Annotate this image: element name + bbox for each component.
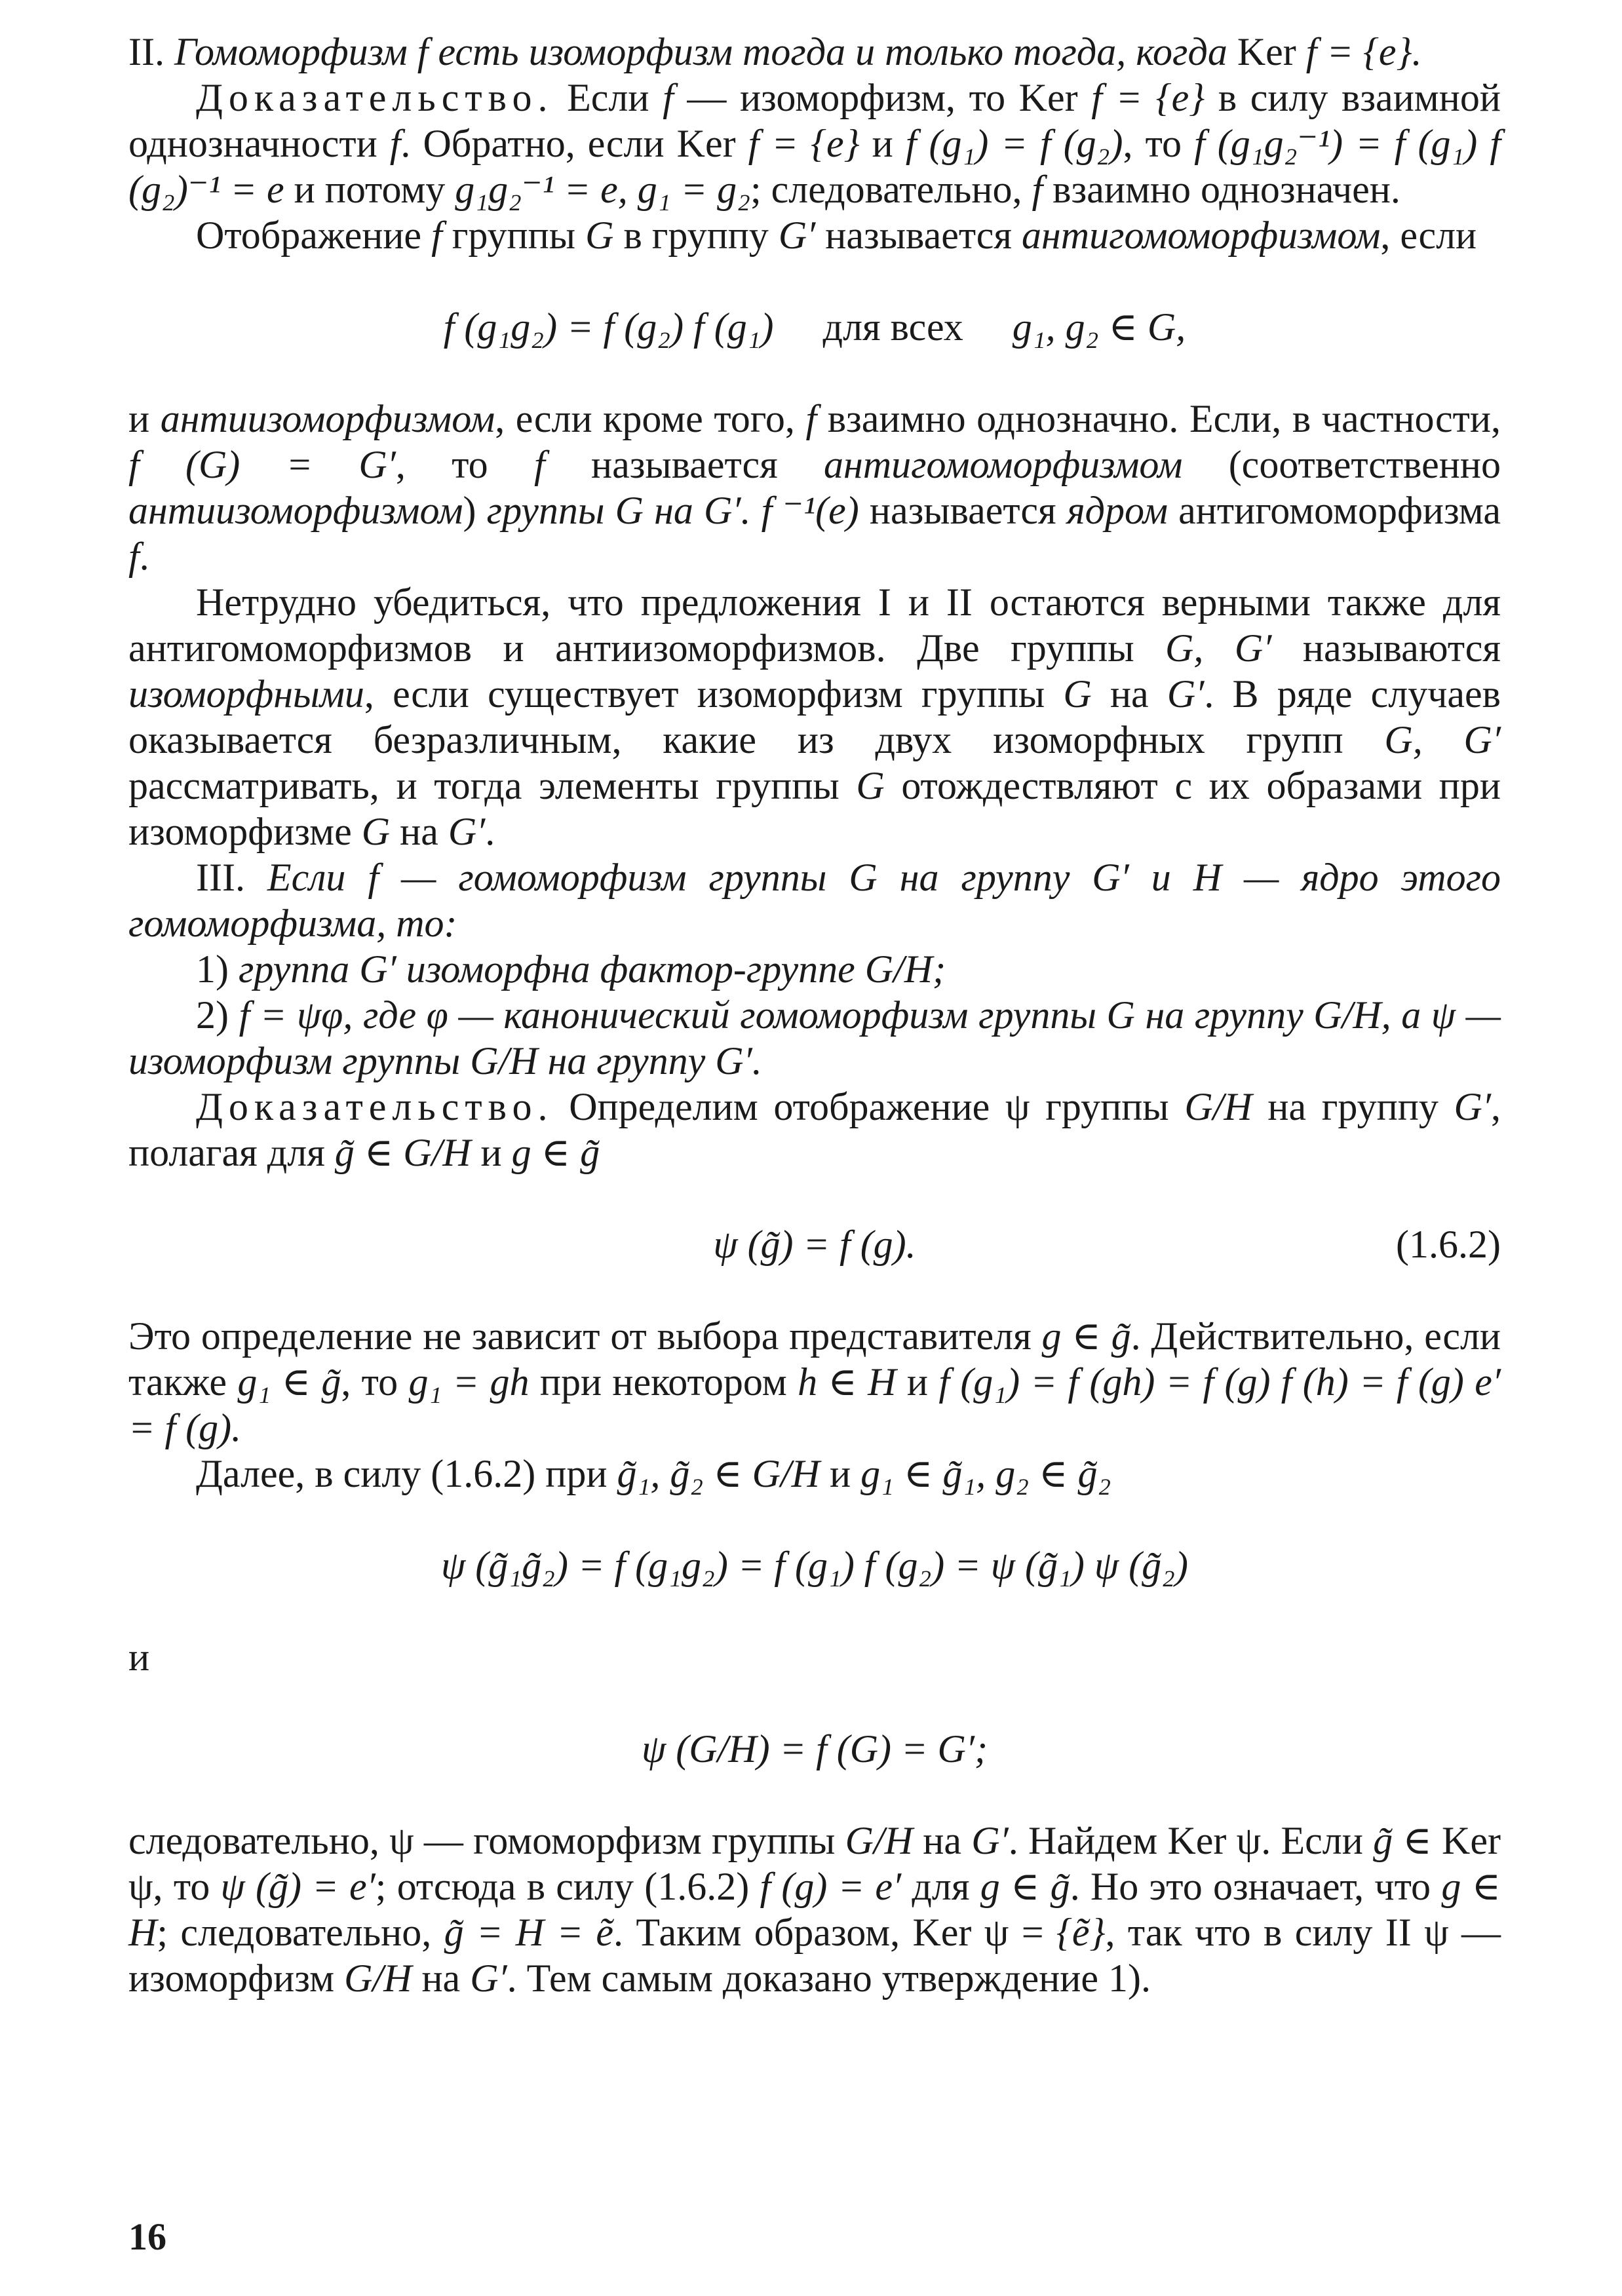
text-run: f = {e} (735, 122, 872, 165)
paragraph (128, 1313, 1501, 1451)
display-formula (128, 1726, 1501, 1772)
text-run: . (485, 810, 495, 853)
text-run: f = ψφ, где φ — канонический гомоморфизм группы G на группу G/H, а ψ — изоморфизм группы G/H на группу G′. (128, 993, 1501, 1082)
text-run: g ∈ g̃ (1041, 1314, 1131, 1358)
numbered-formula (128, 1221, 1501, 1267)
text-run: Отображение (196, 214, 432, 257)
text-run: ψ (g̃₁g̃₂) = f (g₁g₂) = f (g₁) f (g₂) = ψ (g̃₁) ψ (g̃₂) (441, 1544, 1188, 1587)
paragraph (128, 854, 1501, 946)
text-run: в силу взаимной однозначности (128, 76, 1501, 165)
paragraph (128, 29, 1501, 75)
text-run: и (819, 1452, 861, 1495)
text-run: f (g₁) = f (gh) = f (g) f (h) = f (g) e′ = f (g). (128, 1360, 1501, 1449)
text-run: ) (463, 489, 487, 532)
text-run: взаимно однозначен. (1043, 168, 1400, 211)
text-run: антигомоморфизмом (1022, 214, 1381, 257)
text-run: Определим отображение ψ группы (553, 1085, 1185, 1128)
text-run: h ∈ H (798, 1360, 897, 1404)
paragraph (128, 1451, 1501, 1497)
text-run: f (g₁g₂) = f (g₂) f (g₁) (443, 305, 774, 349)
text-run: группы G на G′. f ⁻¹(e) (486, 489, 859, 532)
paragraph (128, 1818, 1501, 2001)
text-run: называются (1271, 626, 1501, 670)
text-run: при некотором (529, 1360, 798, 1404)
text-run: f (533, 443, 545, 486)
paragraph (128, 946, 1501, 992)
text-run: называется (815, 214, 1022, 257)
text-run: антиизоморфизмом (128, 489, 463, 532)
text-run: f (g) = e′ (760, 1865, 902, 1908)
text-run: f (128, 535, 140, 578)
text-run: , если кроме того, (495, 397, 806, 440)
text-run: g ∈ g̃ (511, 1131, 600, 1174)
text-run: . Найдем Ker ψ. Если (1008, 1819, 1374, 1862)
text-run: ψ (g̃) = e′ (220, 1865, 376, 1908)
text-run: Ker ψ, то (128, 1819, 1501, 1908)
text-run: на группу (1252, 1085, 1454, 1128)
text-run: для всех (773, 305, 1013, 349)
text-run: f (g₁) = f (g₂) (905, 122, 1123, 165)
text-run: G′ (448, 810, 486, 853)
text-run: G (1063, 672, 1092, 716)
text-run: изоморфными (128, 672, 364, 716)
text-run: Это определение не зависит от выбора представителя (128, 1314, 1042, 1358)
text-run: следовательно, ψ — гомоморфизм группы (128, 1819, 845, 1862)
display-formula (128, 304, 1501, 350)
text-run: 1) (196, 947, 239, 991)
conjunction (128, 1634, 1501, 1680)
text-run: называется (545, 443, 824, 486)
text-run: g̃ = H = ẽ (444, 1911, 613, 1954)
text-run: ; следовательно, (157, 1911, 444, 1954)
text-run: G, G′ (1165, 626, 1272, 670)
text-run: f (G) = G′ (128, 443, 396, 486)
text-run: для (901, 1865, 980, 1908)
text-run: ядром (1066, 489, 1168, 532)
text-run: и (872, 122, 906, 165)
text-run: и потому (284, 168, 455, 211)
text-run: g₁ ∈ g̃ (237, 1360, 341, 1404)
text-run: f (389, 122, 401, 165)
text-run: f (1032, 168, 1043, 211)
paragraph (128, 396, 1501, 579)
text-run: Далее, в силу (1.6.2) при (196, 1452, 617, 1495)
text-run: . Тем самым доказано утверждение 1). (507, 1957, 1151, 2000)
text-run: g̃ ∈ G/H (334, 1131, 471, 1174)
text-run: G (856, 764, 885, 807)
text-run: , то (1123, 122, 1195, 165)
text-run: f (805, 397, 817, 440)
text-run: , если существует изоморфизм группы (364, 672, 1064, 716)
text-run: . В ряде случаев оказывается безразличным, какие из двух изоморфных групп (128, 672, 1501, 761)
text-run: Если f — гомоморфизм группы G на группу G′ и H — ядро этого гомоморфизма, то: (128, 856, 1501, 945)
text-run: . Обратно, если Ker (400, 122, 736, 165)
text-run: (соответственно (1182, 443, 1501, 486)
text-run: III. (196, 856, 267, 899)
text-run: 2) (196, 993, 239, 1037)
text-run: ψ (g̃) = f (g). (713, 1223, 916, 1266)
text-run: и (128, 1636, 150, 1679)
text-run: , если (1380, 214, 1477, 257)
text-run: Доказательство. (196, 76, 554, 119)
text-run: на (912, 1819, 972, 1862)
text-run: на (1091, 672, 1167, 716)
text-run: Ker (1237, 30, 1296, 73)
text-run: . Таким образом, Ker ψ = (613, 1911, 1056, 1954)
text-run: f (g₁g₂⁻¹) = f (g₁) f (g₂)⁻¹ = e (128, 122, 1501, 211)
text-run: G (361, 810, 391, 853)
text-run: и (896, 1360, 939, 1404)
text-run: группы (442, 214, 586, 257)
paragraph (128, 579, 1501, 854)
display-formula (128, 1542, 1501, 1588)
text-run: G/H (845, 1819, 913, 1862)
text-run: f = {e}. (1296, 30, 1422, 73)
text-run: взаимно однозначно. Если, в частности, (817, 397, 1501, 440)
text-run: {ẽ} (1056, 1911, 1106, 1954)
page-number: 16 (128, 2215, 166, 2258)
text-run: Нетрудно убедиться, что предложения I и II остаются верными также для антигомоморфизмов и антиизоморфизмов. Две группы (128, 581, 1501, 670)
equation-number: (1.6.2) (1396, 1223, 1501, 1266)
text-run: отождествляют с их образами при изоморфизме (128, 764, 1501, 853)
text-run: G/H (344, 1957, 412, 2000)
text-run: . Но это означает, что (1070, 1865, 1442, 1908)
text-run: Гомоморфизм f есть изоморфизм тогда и только тогда, когда (174, 30, 1237, 73)
text-run: на (412, 1957, 471, 2000)
text-run: антиизоморфизмом (160, 397, 495, 440)
text-run: называется (859, 489, 1067, 532)
text-run: , то (395, 443, 534, 486)
text-run: g ∈ H (128, 1865, 1501, 1954)
text-run: G′ (470, 1957, 507, 2000)
text-run: Если (553, 76, 663, 119)
text-run: f (663, 76, 674, 119)
text-run: G, G′ (1384, 718, 1501, 761)
text-run: и (471, 1131, 512, 1174)
text-run: f (431, 214, 442, 257)
text-run: , то (341, 1360, 409, 1404)
text-run: ; следовательно, (750, 168, 1032, 211)
text-run: и (128, 397, 161, 440)
text-run: . (139, 535, 149, 578)
text-run: антигомоморфизма (1167, 489, 1501, 532)
text-run: — изоморфизм, то Ker (673, 76, 1078, 119)
text-run: g₁ = gh (408, 1360, 530, 1404)
text-run: . Действительно, если также (128, 1314, 1501, 1404)
text-run: g₁, g₂ ∈ G, (1012, 305, 1186, 349)
paragraph (128, 75, 1501, 212)
text-run: , полагая для (128, 1085, 1501, 1174)
text-run: g ∈ g̃ (980, 1865, 1070, 1908)
text-run: g₁g₂⁻¹ = e, g₁ = g₂ (455, 168, 750, 211)
text-run: II. (128, 30, 174, 73)
page-text (128, 29, 1501, 2001)
paragraph (128, 1084, 1501, 1176)
text-run: , так что в силу II ψ — изоморфизм (128, 1911, 1501, 2000)
text-run: f = {e} (1077, 76, 1218, 119)
text-run: антигомоморфизмом (824, 443, 1183, 486)
text-run: рассматривать, и тогда элементы группы (128, 764, 857, 807)
text-run: g̃ ∈ (1373, 1819, 1432, 1862)
text-run: группа G′ изоморфна фактор-группе G/H; (238, 947, 946, 991)
text-run: G/H (1184, 1085, 1252, 1128)
text-run: на (390, 810, 448, 853)
text-run: G (585, 214, 614, 257)
text-run: G′ (778, 214, 816, 257)
text-run: G′ (1454, 1085, 1491, 1128)
paragraph (128, 212, 1501, 258)
text-run: g̃₁, g̃₂ ∈ G/H (617, 1452, 820, 1495)
text-run: G′ (1167, 672, 1205, 716)
text-run: Доказательство. (196, 1085, 554, 1128)
text-run: ; отсюда в силу (1.6.2) (375, 1865, 760, 1908)
text-run: ψ (G/H) = f (G) = G′; (642, 1727, 988, 1770)
text-run: в группу (613, 214, 779, 257)
paragraph (128, 992, 1501, 1084)
text-run: G′ (971, 1819, 1009, 1862)
text-run: g₁ ∈ g̃₁, g₂ ∈ g̃₂ (860, 1452, 1111, 1495)
